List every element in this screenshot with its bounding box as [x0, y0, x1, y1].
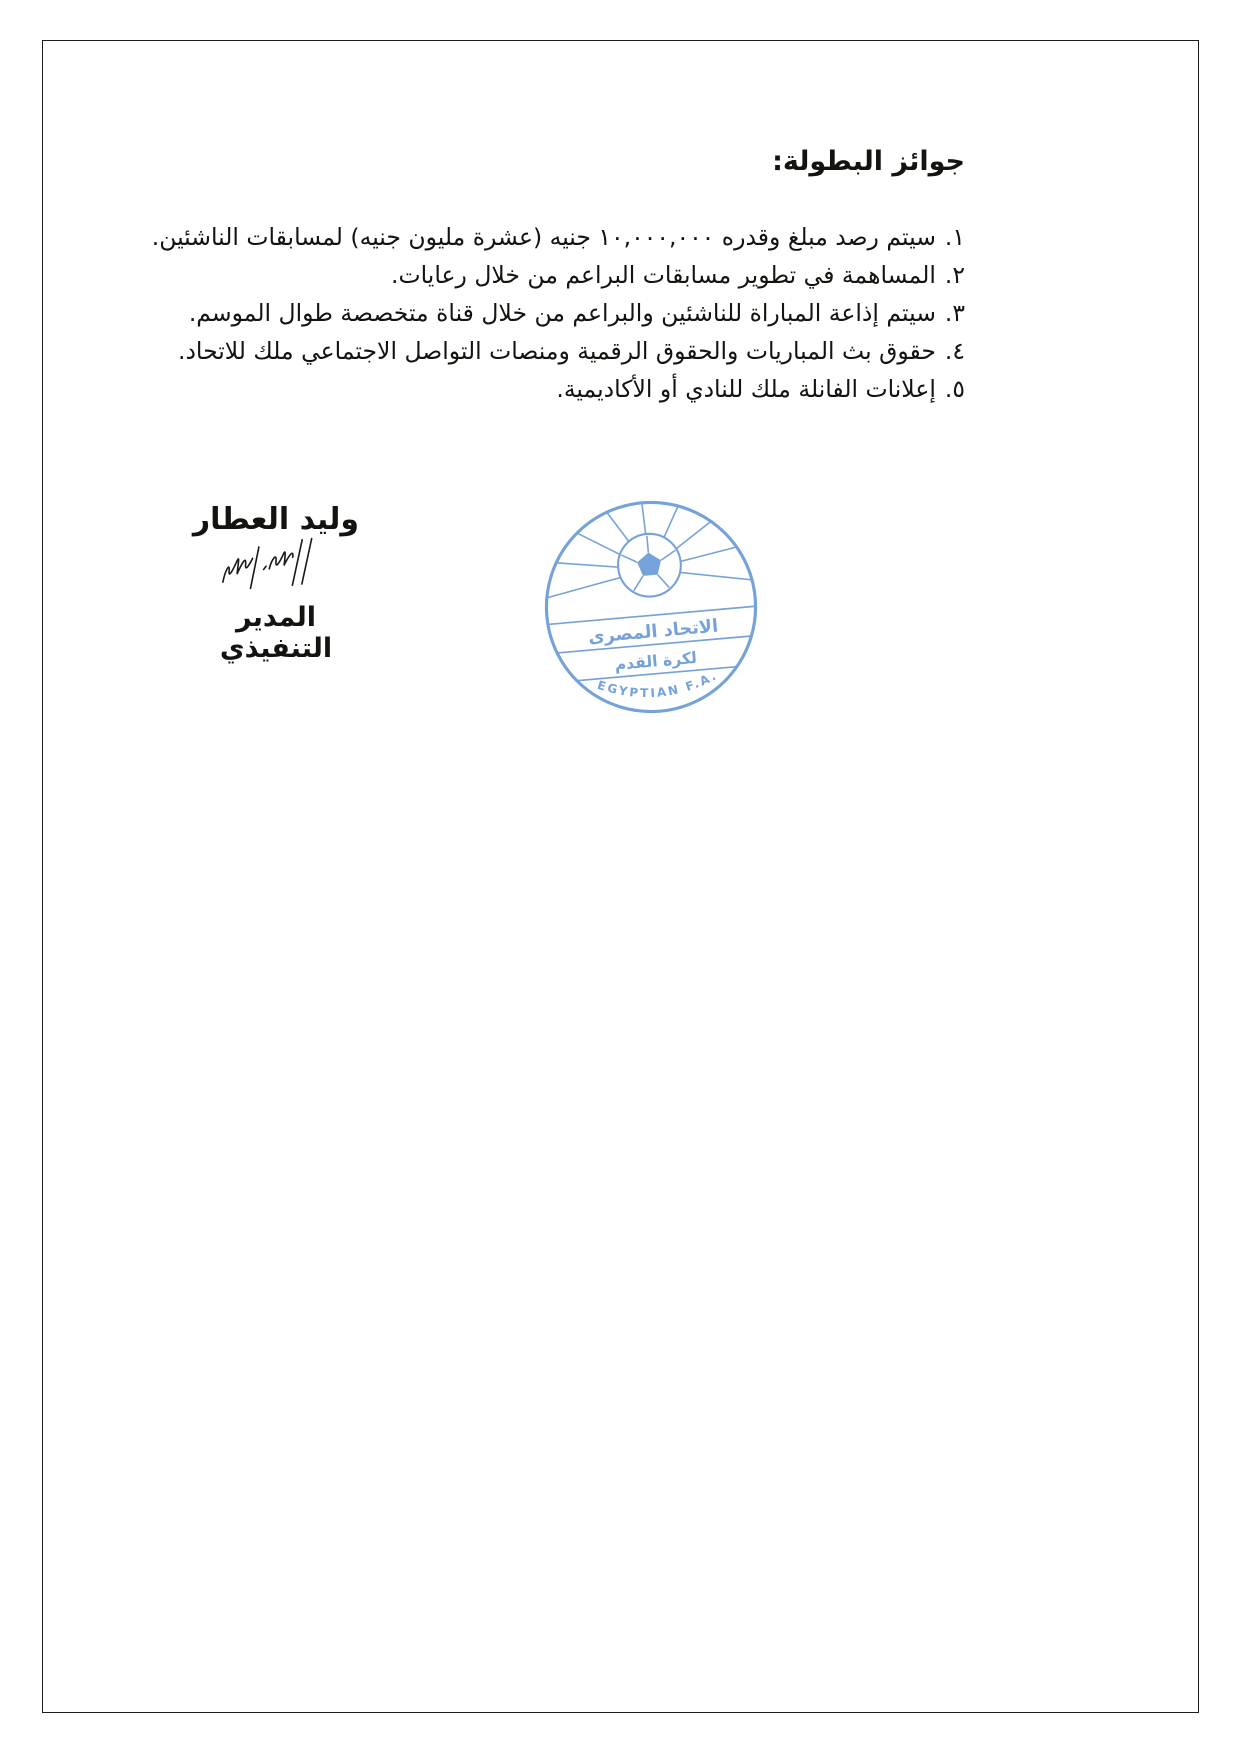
signature-block — [180, 502, 372, 664]
list-item — [119, 337, 965, 366]
signature-role: المدير التنفيذي — [219, 602, 333, 664]
list-item-text: سيتم إذاعة المباراة للناشئين والبراعم من خلال قناة متخصصة طوال الموسم. — [188, 299, 936, 327]
stamp-text-football: لكرة القدم — [613, 647, 698, 674]
list-item-text: إعلانات الفانلة ملك للنادي أو الأكاديمية. — [556, 375, 936, 403]
list-item — [119, 375, 965, 404]
document-body — [119, 146, 965, 404]
list-item-number: ٣. — [944, 299, 965, 327]
football-icon — [615, 531, 683, 599]
stamp-text-federation: الاتحاد المصرى — [587, 616, 719, 648]
stamp-text-latin: EGYPTIAN F.A. — [595, 667, 721, 701]
document-title: جوائز البطولة: — [772, 146, 965, 177]
stamp-graphic — [526, 482, 775, 731]
list-item-number: ٥. — [944, 375, 965, 403]
signature-handwriting-icon — [177, 528, 375, 611]
list-item-number: ٤. — [944, 337, 965, 365]
list-item-text: سيتم رصد مبلغ وقدره ١٠,٠٠٠,٠٠٠ جنيه (عشرة مليون جنيه) لمسابقات الناشئين. — [151, 223, 936, 251]
list-item-number: ١. — [944, 223, 965, 251]
list-item-text: المساهمة في تطوير مسابقات البراعم من خلال رعايات. — [391, 261, 936, 289]
list-item-text: حقوق بث المباريات والحقوق الرقمية ومنصات التواصل الاجتماعي ملك للاتحاد. — [177, 337, 936, 365]
efa-stamp — [526, 482, 775, 731]
list-item-number: ٢. — [944, 261, 965, 289]
list-item — [119, 299, 965, 328]
list-item — [119, 261, 965, 290]
list-item — [119, 223, 965, 252]
prize-list — [119, 223, 965, 404]
signature-name: وليد العطار — [192, 502, 360, 537]
stamp-band-lines — [548, 606, 761, 682]
